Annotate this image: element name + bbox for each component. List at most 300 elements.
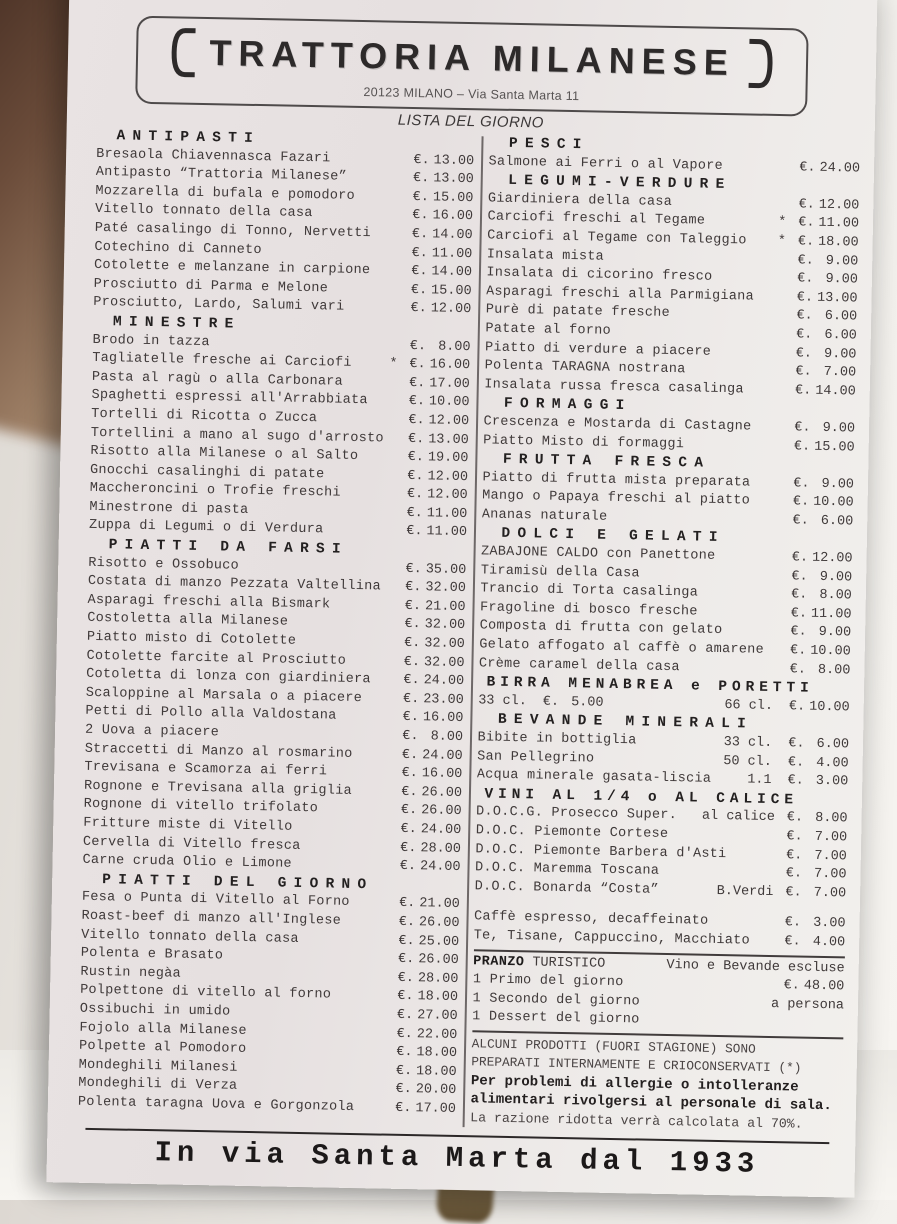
menu-item-price [398, 970, 459, 990]
price-amount: 22.00 [416, 1026, 458, 1043]
menu-item-name: Gelato affogato al caffè o amarene [479, 637, 765, 658]
menu-section [479, 525, 853, 681]
currency-symbol: €. [411, 245, 428, 261]
menu-item-price [798, 233, 859, 253]
menu-section [470, 1030, 843, 1134]
menu-item-price [788, 735, 849, 755]
menu-item-name: Fragoline di bosco fresche [479, 600, 698, 620]
note-line: PREPARATI INTERNAMENTE E CRIOCONSERVATI (*) [471, 1054, 802, 1076]
price-amount: 11.00 [810, 606, 852, 623]
pranzo-label-rest: TURISTICO [524, 954, 606, 972]
menu-item-price [399, 914, 460, 934]
menu-item-name: Risotto alla Milanese o al Salto [90, 443, 359, 465]
menu-item-name: Trevisana e Scamorza ai ferri [84, 759, 328, 780]
price-amount: 6.00 [824, 309, 858, 325]
menu-footer [85, 1128, 830, 1182]
currency-symbol: €. [789, 661, 807, 678]
menu-item-price [400, 839, 461, 859]
price-amount: 13.00 [433, 171, 474, 188]
menu-item-name: Te, Tisane, Cappuccino, Macchiato [473, 928, 751, 949]
restaurant-header-box [135, 16, 809, 117]
menu-item-name: D.O.C.G. Prosecco Super. [475, 804, 678, 824]
menu-item-name: Vitello tonnato della casa [94, 202, 313, 222]
currency-symbol: €. [792, 513, 809, 529]
price-amount: 21.00 [419, 896, 460, 913]
menu-item-price [790, 661, 851, 681]
section-title: DOLCI E GELATI [501, 526, 725, 547]
menu-item-price [409, 375, 470, 395]
price-amount: 12.00 [427, 469, 469, 485]
menu-item-price [794, 438, 855, 458]
menu-item-name: Ossibuchi in umido [79, 1001, 231, 1020]
menu-item-name: D.O.C. Piemonte Cortese [475, 823, 669, 842]
price-amount: 12.00 [818, 197, 860, 214]
menu-item-name: Vitello tonnato della casa [81, 927, 299, 947]
menu-item-price [786, 865, 847, 885]
currency-symbol: €. [786, 810, 804, 826]
menu-item-name: Cervella di Vitello fresca [82, 834, 301, 854]
price-amount: 4.00 [816, 755, 849, 772]
menu-item-name: Cotolette e melanzane in carpione [93, 258, 371, 279]
currency-symbol: €. [406, 505, 423, 522]
menu-item-name: Antipasto “Trattoria Milanese” [95, 165, 348, 185]
price-amount: 14.00 [431, 264, 473, 281]
price-amount: 28.00 [420, 840, 462, 857]
menu-item-note: al calice [701, 809, 775, 826]
menu-item-price [795, 382, 856, 402]
menu-item-price [792, 512, 853, 532]
currency-symbol: €. [400, 803, 418, 819]
menu-item-price [401, 784, 462, 804]
menu-item-price [404, 654, 465, 674]
menu-page [46, 0, 877, 1198]
menu-item-name: Pasta al ragù o alla Carbonara [91, 369, 344, 390]
price-amount: 8.00 [819, 588, 852, 604]
currency-symbol: €. [793, 438, 811, 455]
price-amount: 12.00 [811, 550, 853, 567]
menu-section [474, 909, 846, 953]
currency-symbol: €. [410, 282, 428, 299]
price-amount: 17.00 [429, 376, 470, 392]
currency-symbol: €. [784, 915, 802, 931]
price-amount: 27.00 [417, 1008, 458, 1024]
price-amount: 9.00 [825, 272, 859, 288]
menu-item-name: Cotechino di Canneto [94, 239, 262, 258]
price-amount: 6.00 [816, 736, 850, 753]
price-amount: 11.00 [426, 506, 468, 522]
menu-item-price [411, 245, 472, 265]
menu-section [472, 949, 845, 1034]
currency-symbol: €. [788, 736, 805, 752]
menu-item-name: Tiramisù della Casa [480, 563, 640, 582]
menu-item-price [791, 568, 852, 588]
menu-section [477, 711, 850, 792]
currency-symbol: €. [789, 643, 807, 659]
price-amount: 9.00 [822, 420, 856, 437]
menu-item-price [397, 1007, 458, 1027]
menu-item-price [410, 337, 471, 357]
menu-section [89, 313, 471, 543]
menu-item-price [409, 393, 470, 413]
menu-item-price [784, 933, 845, 953]
menu-item-name: Composta di frutta con gelato [479, 618, 723, 639]
currency-symbol: €. [397, 970, 415, 986]
menu-item-price [796, 308, 857, 328]
currency-symbol: €. [785, 847, 803, 864]
price-amount: 35.00 [425, 561, 467, 578]
price-amount: 7.00 [814, 829, 848, 846]
price-amount: 7.00 [823, 365, 857, 381]
menu-item-name: Asparagi freschi alla Parmigiana [485, 284, 755, 305]
currency-symbol: €. [791, 568, 808, 585]
price-amount: 10.00 [428, 394, 470, 411]
menu-item-price [396, 1025, 457, 1045]
menu-section [482, 450, 855, 531]
menu-item-name: Gnocchi casalinghi di patate [89, 462, 325, 483]
price-amount: 20.00 [415, 1082, 457, 1099]
menu-item-name: Crescenza e Mostarda di Castagne [483, 414, 752, 435]
currency-symbol: €. [408, 412, 425, 429]
price-amount: 11.00 [431, 245, 473, 262]
currency-symbol: €. [403, 654, 421, 670]
currency-symbol: €. [796, 290, 814, 306]
menu-item-size: 50 cl. [723, 753, 773, 770]
price-amount: 5.00 [570, 694, 604, 711]
menu-item-name: Bresaola Chiavennasca Fazari [96, 146, 331, 166]
menu-item-name: Asparagi freschi alla Bismark [87, 592, 331, 613]
price-amount: 32.00 [424, 617, 466, 634]
menu-item-name: D.O.C. Bonarda “Costa” [474, 879, 659, 898]
menu-item-price [786, 828, 847, 848]
menu-section [483, 395, 856, 458]
currency-symbol: €. [402, 691, 420, 708]
currency-symbol: €. [407, 431, 425, 447]
pranzo-note: Vino e Bevande escluse [666, 957, 845, 976]
menu-item-name: Minestrone di pasta [89, 499, 249, 518]
menu-item-price [785, 884, 846, 904]
pranzo-label-bold: PRANZO [473, 953, 525, 970]
menu-item-name: Salmone ai Ferri o al Vapore [488, 154, 724, 174]
menu-item-price [787, 810, 848, 830]
section-title: PESCI [508, 135, 589, 154]
menu-item-name: ZABAJONE CALDO con Panettone [480, 544, 716, 564]
currency-symbol: €. [788, 699, 806, 715]
currency-symbol: €. [793, 476, 810, 492]
currency-symbol: €. [410, 301, 427, 317]
menu-item-price [793, 494, 854, 514]
currency-symbol: €. [413, 152, 430, 168]
menu-item-name: Rognone di vitello trifolato [83, 797, 319, 817]
currency-symbol: €. [399, 859, 417, 875]
price-amount: 21.00 [424, 599, 466, 615]
currency-symbol: €. [799, 159, 816, 176]
currency-symbol: €. [787, 754, 805, 771]
menu-item-name: Polenta e Brasato [80, 945, 224, 964]
currency-symbol: €. [405, 561, 422, 577]
currency-symbol: €. [786, 829, 803, 845]
menu-item-size: 1.1 [747, 772, 772, 789]
note-line: ALCUNI PRODOTTI (FUORI STAGIONE) SONO [471, 1036, 756, 1057]
price-amount: 8.00 [430, 729, 464, 746]
menu-item-price [796, 326, 857, 346]
footer-text: In via Santa Marta dal 1933 [154, 1136, 760, 1181]
currency-symbol: €. [408, 375, 426, 391]
menu-item-price [402, 728, 463, 748]
menu-item-price [412, 207, 473, 227]
menu-item-name: Prosciutto di Parma e Melone [93, 276, 329, 297]
currency-symbol: €. [400, 821, 417, 838]
menu-item-name: Insalata mista [486, 246, 605, 265]
currency-symbol: €. [400, 840, 417, 856]
menu-item-price [396, 1063, 457, 1083]
price-amount: 26.00 [421, 785, 463, 801]
price-amount: 32.00 [424, 636, 465, 653]
menu-item-price [397, 988, 458, 1008]
menu-item-price [410, 300, 471, 320]
menu-item-name: Paté casalingo di Tonno, Nervetti [94, 220, 372, 242]
menu-item-name: Piatto di frutta mista preparata [482, 470, 751, 491]
menu-item-name: Polenta taragna Uova e Gorgonzola [77, 1094, 355, 1115]
menu-item-name: Giardiniera della casa [487, 191, 673, 210]
currency-symbol: €. [404, 598, 422, 615]
currency-symbol: €. [783, 978, 800, 994]
menu-section [474, 785, 848, 904]
currency-symbol: €. [397, 989, 414, 1005]
menu-item-name: Tortellini a mano al sugo d'arrosto [90, 425, 384, 446]
price-amount: 24.00 [423, 673, 465, 690]
menu-item-price [798, 215, 859, 235]
price-amount: 13.00 [428, 431, 469, 448]
menu-item-name: Trancio di Torta casalinga [480, 581, 699, 601]
price-amount: 8.00 [814, 811, 848, 827]
menu-section [484, 172, 860, 402]
menu-item-price [799, 159, 860, 179]
menu-item-price [403, 691, 464, 711]
currency-symbol: €. [396, 1026, 413, 1042]
currency-symbol: €. [784, 934, 801, 950]
menu-item-name: Purè di patate fresche [485, 302, 671, 322]
menu-item-price [413, 152, 474, 172]
section-title: PIATTI DA FARSI [108, 537, 349, 558]
section-title: FORMAGGI [503, 396, 632, 415]
currency-symbol: €. [795, 345, 813, 362]
menu-item-price [412, 189, 473, 209]
currency-symbol: €. [403, 673, 420, 689]
price-amount: 8.00 [817, 662, 851, 679]
menu-item-price [403, 672, 464, 692]
currency-symbol: €. [396, 1044, 413, 1061]
price-amount: 26.00 [418, 915, 460, 931]
currency-symbol: €. [395, 1100, 412, 1116]
currency-symbol: €. [785, 866, 803, 882]
menu-item-price [789, 698, 850, 718]
price-amount: 16.00 [422, 710, 464, 727]
menu-item-name: Rustin negàa [80, 964, 182, 982]
price-amount: 16.00 [432, 208, 474, 225]
menu-item-price [408, 430, 469, 450]
pranzo-label [473, 953, 605, 974]
price-amount: 11.00 [818, 216, 860, 232]
menu-item-price [396, 1044, 457, 1064]
price-amount: 7.00 [813, 885, 847, 902]
menu-item-name: Carne cruda Olio e Limone [82, 852, 293, 872]
menu-item-name: Polenta TARAGNA nostrana [484, 358, 686, 378]
currency-symbol: €. [403, 635, 421, 652]
price-amount: 13.00 [433, 152, 475, 169]
currency-symbol: €. [792, 494, 810, 510]
price-amount: 18.00 [415, 1063, 457, 1080]
menu-item-name: Piatto Misto di formaggi [483, 432, 685, 452]
menu-item-name: Patate al forno [485, 321, 612, 339]
menu-item-price [785, 915, 846, 935]
price-amount: 10.00 [812, 495, 854, 511]
menu-item-name: Prosciutto, Lardo, Salumi vari [93, 295, 345, 316]
menu-item-name: Mango o Papaya freschi al piatto [482, 488, 751, 509]
currency-symbol: €. [401, 747, 419, 763]
currency-symbol: €. [406, 524, 423, 540]
menu-column-left [78, 127, 475, 1127]
price-amount: 32.00 [425, 580, 467, 597]
section-title: VINI AL 1/4 o AL CALICE [484, 786, 799, 809]
menu-item-name: Tortelli di Ricotta o Zucca [91, 406, 318, 427]
menu-item-price-text: a persona [770, 996, 845, 1014]
section-title: ANTIPASTI [116, 128, 261, 148]
menu-item-name: Insalata russa fresca casalinga [484, 377, 744, 398]
menu-item-price [786, 847, 847, 867]
currency-symbol: €. [409, 357, 426, 373]
menu-item-price [399, 895, 460, 915]
menu-item-price [405, 561, 466, 581]
menu-item-price [395, 1100, 456, 1120]
price-amount: 26.00 [418, 952, 459, 969]
menu-item-price [398, 932, 459, 952]
menu-item-price [788, 754, 849, 774]
menu-item-name: 1 Secondo del giorno [472, 990, 641, 1010]
currency-symbol: €. [798, 215, 815, 232]
restaurant-name [138, 26, 807, 91]
currency-symbol: €. [790, 606, 808, 622]
beer-size-label: 66 cl. [724, 697, 774, 714]
price-amount: 8.00 [437, 339, 471, 355]
price-amount: 24.00 [422, 747, 463, 764]
price-amount: 6.00 [824, 327, 857, 344]
price-amount: 9.00 [819, 569, 853, 586]
currency-symbol: €. [396, 1007, 414, 1024]
right-ornament-icon [746, 37, 773, 89]
menu-item-name: Carciofi al Tegame con Taleggio [487, 228, 747, 249]
currency-symbol: €. [401, 766, 418, 782]
price-amount: 14.00 [432, 227, 473, 244]
currency-symbol: €. [797, 271, 814, 287]
left-ornament-icon [171, 26, 198, 78]
menu-columns [48, 124, 875, 1134]
menu-item-size: 33 cl. [723, 735, 773, 751]
section-title: MINESTRE [112, 314, 241, 333]
currency-symbol: €. [398, 933, 415, 949]
currency-symbol: €. [791, 550, 809, 566]
currency-symbol: €. [397, 951, 415, 968]
price-amount: 4.00 [812, 934, 846, 951]
price-amount: 12.00 [427, 487, 468, 504]
menu-item-price [408, 449, 469, 469]
menu-item-name: Costata di manzo Pezzata Valtellina [87, 574, 382, 595]
menu-item-name: D.O.C. Piemonte Barbera d'Asti [475, 841, 727, 862]
menu-item-name: Tagliatelle fresche ai Carciofi [92, 350, 352, 371]
section-title: BEVANDE MINERALI [497, 712, 754, 734]
currency-symbol: €. [405, 580, 422, 596]
currency-symbol: €. [395, 1063, 413, 1079]
currency-symbol: €. [408, 394, 426, 410]
currency-symbol: €. [411, 264, 428, 280]
menu-item-price [791, 587, 852, 607]
currency-symbol: €. [797, 252, 814, 269]
menu-item-name: Mondeghili di Verza [78, 1076, 238, 1095]
currency-symbol: €. [411, 226, 429, 243]
price-amount: 12.00 [430, 301, 472, 318]
price-amount: 3.00 [815, 774, 849, 790]
menu-item-price [404, 616, 465, 636]
menu-item-price [406, 505, 467, 525]
menu-item-price [398, 951, 459, 971]
price-amount: 15.00 [432, 190, 474, 206]
section-title: FRUTTA FRESCA [502, 451, 711, 472]
price-amount: 9.00 [821, 476, 855, 493]
menu-item-name: Fritture miste di Vitello [83, 815, 293, 835]
menu-item-name: Brodo in tazza [92, 332, 210, 350]
menu-item-name: Piatto misto di Cotolette [86, 629, 297, 649]
menu-item-price [403, 709, 464, 729]
currency-symbol: €. [407, 450, 425, 466]
price-amount: 7.00 [814, 848, 847, 864]
menu-item-name: Bibite in bottiglia [477, 730, 637, 749]
menu-item-price [402, 746, 463, 766]
menu-item-name: 1 Primo del giorno [472, 972, 624, 991]
menu-item-price [406, 523, 467, 543]
price-amount: 12.00 [428, 413, 470, 430]
menu-item-name: Maccheroncini o Trofie freschi [89, 481, 341, 501]
price-amount: 16.00 [421, 766, 463, 783]
price-amount: 32.00 [423, 654, 465, 671]
menu-item-price [790, 624, 851, 644]
price-amount: 19.00 [427, 450, 469, 467]
menu-item-note: * [389, 356, 398, 372]
currency-symbol: €. [796, 308, 813, 325]
menu-item-price [409, 356, 470, 376]
menu-item-price [408, 412, 469, 432]
price-amount: 11.00 [426, 524, 468, 541]
menu-item-name: 1 Dessert del giorno [472, 1009, 640, 1028]
currency-symbol: €. [398, 914, 416, 931]
price-amount: 7.00 [813, 866, 847, 883]
price-amount: 9.00 [818, 625, 852, 641]
currency-symbol: €. [790, 624, 807, 641]
currency-symbol: €. [406, 487, 424, 503]
price-amount: 10.00 [810, 643, 851, 660]
menu-item-note: * [777, 233, 787, 250]
currency-symbol: €. [785, 885, 802, 901]
currency-symbol: €. [798, 197, 815, 213]
section-title: BIRRA MENABREA e PORETTI [486, 674, 814, 697]
menu-item-name: Mozzarella di bufala e pomodoro [95, 183, 356, 204]
currency-symbol: €. [797, 234, 815, 250]
section-title: LEGUMI-VERDURE [508, 173, 732, 194]
currency-symbol: €. [395, 1082, 412, 1098]
price-amount: 9.00 [823, 346, 857, 363]
menu-item-price [395, 1081, 456, 1101]
restaurant-title-text: TRATTORIA MILANESE [209, 32, 736, 84]
note-line: La razione ridotta verrà calcolata al 70%. [470, 1109, 803, 1132]
menu-item-price [413, 170, 474, 190]
